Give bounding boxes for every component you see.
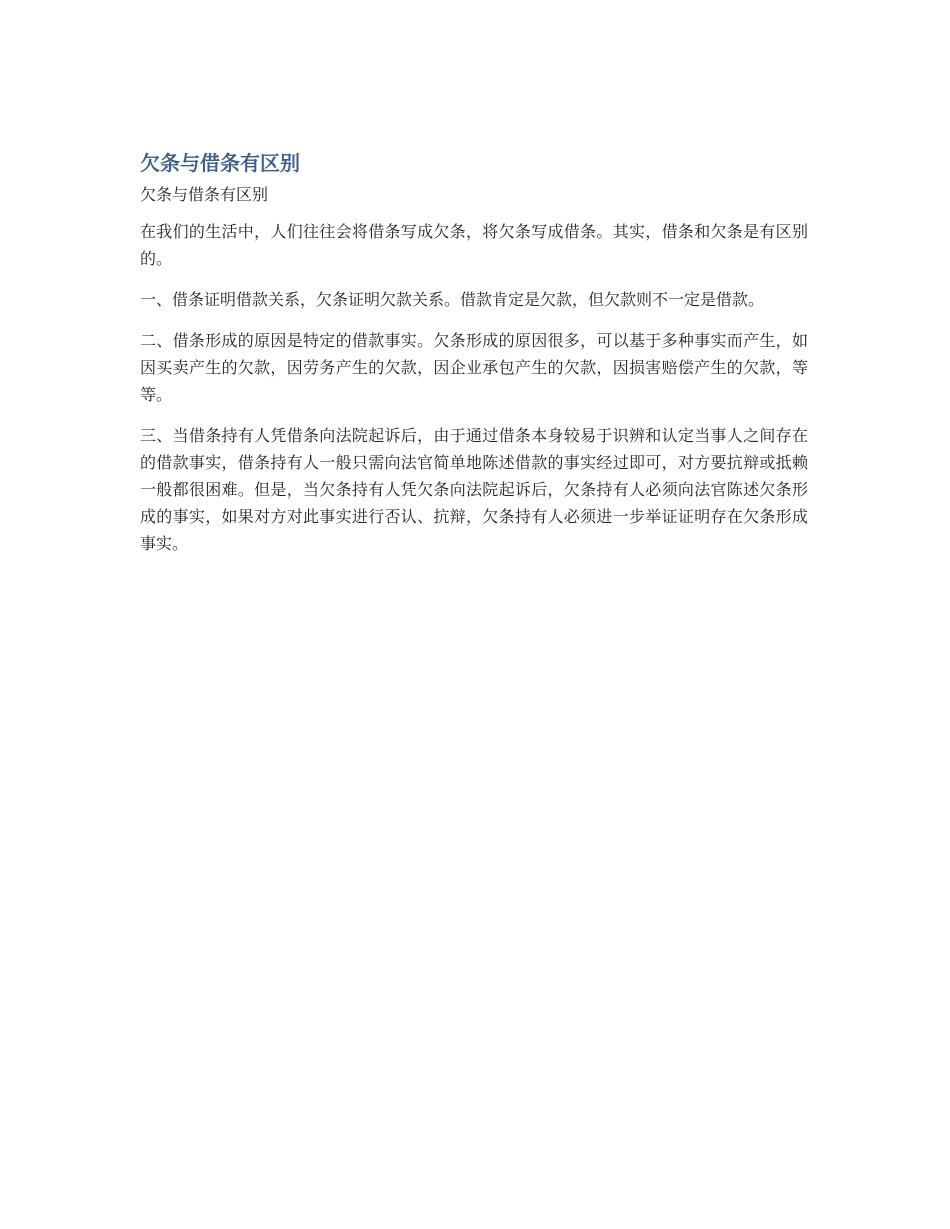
- document-title: 欠条与借条有区别: [140, 151, 300, 175]
- paragraph-point-3: 三、当借条持有人凭借条向法院起诉后，由于通过借条本身较易于识辨和认定当事人之间存在的借款事实，借条持有人一般只需向法官简单地陈述借款的事实经过即可，对方要抗辩或抵赖一般都很困难。但是，当欠条持有人凭欠条向法院起诉后，欠条持有人必须向法官陈述欠条形成的事实，如果对方对此事实进行否认、抗辩，欠条持有人必须进一步举证证明存在欠条形成事实。: [140, 426, 808, 553]
- document-page: [140, 148, 808, 571]
- paragraph-intro: 在我们的生活中，人们往往会将借条写成欠条，将欠条写成借条。其实，借条和欠条是有区别的。: [140, 222, 808, 268]
- document-subtitle: 欠条与借条有区别: [140, 185, 269, 204]
- paragraph-point-1: 一、借条证明借款关系，欠条证明欠款关系。借款肯定是欠款，但欠款则不一定是借款。: [140, 290, 765, 309]
- paragraph-point-2: 二、借条形成的原因是特定的借款事实。欠条形成的原因很多，可以基于多种事实而产生，如因买卖产生的欠款，因劳务产生的欠款，因企业承包产生的欠款，因损害赔偿产生的欠款，等等。: [140, 331, 808, 404]
